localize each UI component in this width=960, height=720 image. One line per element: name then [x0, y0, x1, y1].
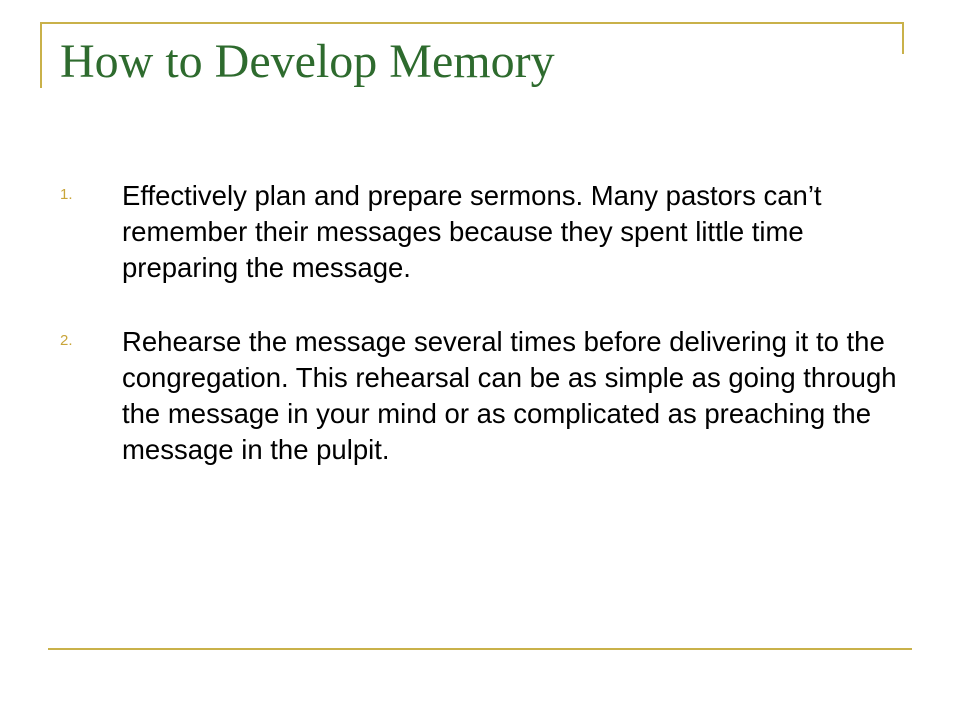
decorative-bottom-line [48, 648, 912, 650]
list-item [60, 324, 906, 468]
decorative-left-line [40, 22, 42, 88]
numbered-list [60, 178, 906, 506]
list-item-text: Rehearse the message several times before delivering it to the congregation. This rehearsal can be as simple as going through the message in your mind or as complicated as preaching the message in the pulpit. [122, 326, 897, 465]
list-item-number: 2. [60, 332, 73, 349]
list-item [60, 178, 906, 286]
slide-title: How to Develop Memory [60, 35, 555, 88]
decorative-right-line [902, 22, 904, 54]
list-item-number: 1. [60, 186, 73, 203]
decorative-top-line [42, 22, 904, 24]
list-item-text: Effectively plan and prepare sermons. Many pastors can’t remember their messages because they spent little time preparing the message. [122, 180, 822, 283]
